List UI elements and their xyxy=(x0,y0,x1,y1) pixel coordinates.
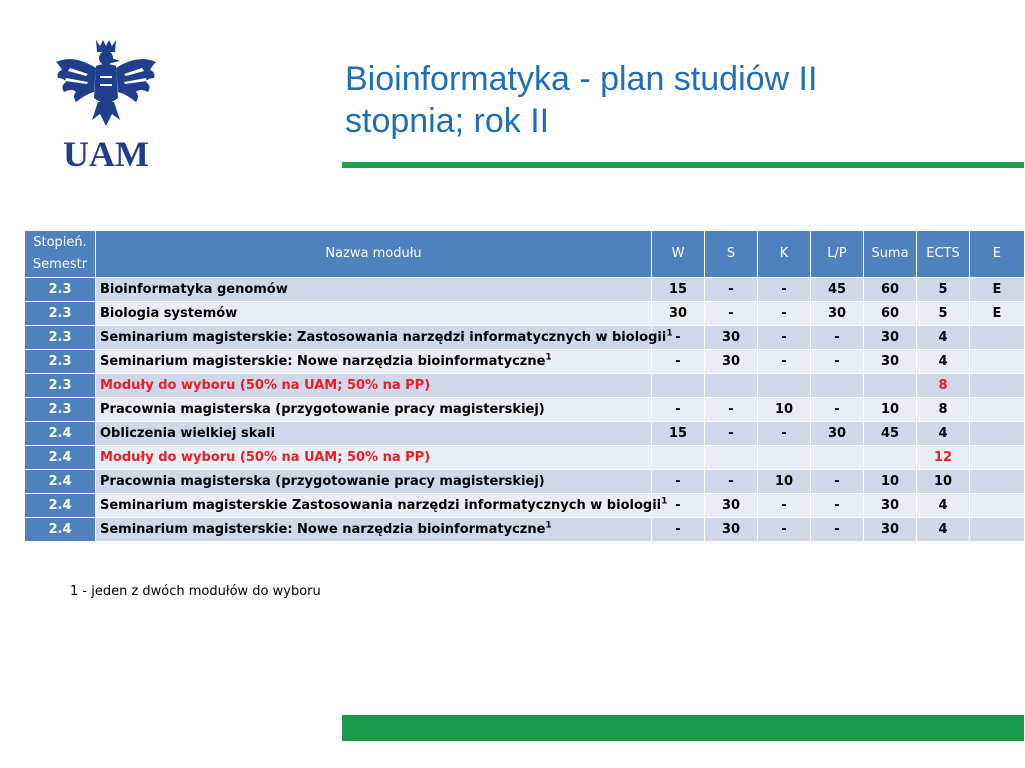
cell-stage-semester-text: 2.4 xyxy=(48,426,72,441)
cell-sum xyxy=(864,278,917,302)
cell-sum xyxy=(864,470,917,494)
page-title-line2: stopnia; rok II xyxy=(345,102,550,140)
table-body xyxy=(25,278,1025,542)
cell-w xyxy=(652,470,705,494)
cell-s xyxy=(705,278,758,302)
cell-s xyxy=(705,326,758,350)
table-row xyxy=(25,374,1025,398)
cell-w xyxy=(652,398,705,422)
header-module-name: Nazwa modułu xyxy=(96,231,652,278)
cell-ects-text: 4 xyxy=(938,522,948,537)
header-e: E xyxy=(970,231,1025,278)
page-title-line1: Bioinformatyka - plan studiów II xyxy=(345,60,818,98)
cell-s xyxy=(705,302,758,326)
cell-w-text: 30 xyxy=(668,306,688,321)
cell-w xyxy=(652,446,705,470)
cell-stage-semester-text: 2.4 xyxy=(48,474,72,489)
cell-ects-text: 5 xyxy=(938,306,948,321)
cell-k xyxy=(758,398,811,422)
cell-module-name xyxy=(96,326,673,350)
cell-ects-text: 8 xyxy=(938,378,948,393)
cell-e-text: E xyxy=(992,282,1002,297)
cell-stage-semester-text: 2.3 xyxy=(48,282,72,297)
table-row xyxy=(25,350,1025,374)
cell-lp-text: 30 xyxy=(827,426,847,441)
cell-w-text: - xyxy=(675,354,681,369)
eagle-emblem-icon xyxy=(50,36,162,172)
cell-ects xyxy=(917,350,970,374)
cell-w-text: - xyxy=(675,330,681,345)
cell-ects xyxy=(917,302,970,326)
cell-stage-semester xyxy=(25,422,96,446)
cell-sum xyxy=(864,446,917,470)
cell-lp-text: 45 xyxy=(827,282,847,297)
cell-w xyxy=(652,302,705,326)
footnote-marker: 1 xyxy=(661,496,668,507)
cell-s-text: - xyxy=(728,402,734,417)
header-ects: ECTS xyxy=(917,231,970,278)
cell-module-name xyxy=(96,350,652,374)
cell-stage-semester-text: 2.3 xyxy=(48,306,72,321)
cell-w-text: - xyxy=(675,474,681,489)
cell-module-name-text: Biologia systemów xyxy=(100,306,238,321)
cell-lp-text: - xyxy=(834,522,840,537)
cell-w-text: - xyxy=(675,522,681,537)
cell-k xyxy=(758,494,811,518)
cell-stage-semester-text: 2.3 xyxy=(48,354,72,369)
cell-stage-semester-text: 2.4 xyxy=(48,522,72,537)
footnote: 1 - jeden z dwóch modułów do wyboru xyxy=(70,584,321,599)
cell-stage-semester-text: 2.4 xyxy=(48,498,72,513)
cell-sum-text: 45 xyxy=(880,426,900,441)
cell-module-name xyxy=(96,278,652,302)
table-row xyxy=(25,422,1025,446)
cell-stage-semester xyxy=(25,398,96,422)
cell-stage-semester-text: 2.3 xyxy=(48,378,72,393)
logo-text: UAM xyxy=(63,134,149,174)
cell-lp-text: - xyxy=(834,330,840,345)
cell-module-name-text: Obliczenia wielkiej skali xyxy=(100,426,276,441)
cell-sum xyxy=(864,422,917,446)
cell-stage-semester xyxy=(25,518,96,542)
cell-k-text: 10 xyxy=(774,402,794,417)
cell-ects xyxy=(917,422,970,446)
cell-k-text: - xyxy=(781,354,787,369)
cell-stage-semester-text: 2.4 xyxy=(48,450,72,465)
cell-sum xyxy=(864,326,917,350)
footnote-marker: 1 xyxy=(545,352,552,363)
cell-s xyxy=(705,494,758,518)
cell-sum-text: 30 xyxy=(880,330,900,345)
cell-stage-semester xyxy=(25,446,96,470)
cell-k-text: - xyxy=(781,498,787,513)
cell-w xyxy=(652,278,705,302)
cell-k-text: - xyxy=(781,522,787,537)
cell-e xyxy=(970,518,1025,542)
cell-e xyxy=(970,422,1025,446)
cell-ects-text: 4 xyxy=(938,498,948,513)
cell-module-name-text: Bioinformatyka genomów xyxy=(100,282,288,297)
cell-stage-semester xyxy=(25,326,96,350)
cell-sum-text: 30 xyxy=(880,498,900,513)
cell-k xyxy=(758,326,811,350)
cell-e xyxy=(970,446,1025,470)
cell-e-text: E xyxy=(992,306,1002,321)
cell-sum xyxy=(864,350,917,374)
cell-s-text: 30 xyxy=(721,330,741,345)
cell-module-name-text: Seminarium magisterskie: Nowe narzędzia bioinformatyczne xyxy=(100,354,546,369)
cell-s xyxy=(705,350,758,374)
cell-w-text: - xyxy=(675,402,681,417)
cell-s xyxy=(705,398,758,422)
cell-w xyxy=(652,518,705,542)
cell-s-text: 30 xyxy=(721,354,741,369)
cell-lp xyxy=(811,302,864,326)
cell-s-text: - xyxy=(728,426,734,441)
cell-lp-text: - xyxy=(834,498,840,513)
cell-k xyxy=(758,374,811,398)
cell-module-name xyxy=(96,470,652,494)
cell-e xyxy=(970,470,1025,494)
cell-k-text: - xyxy=(781,282,787,297)
uam-logo xyxy=(50,36,162,172)
cell-e xyxy=(970,326,1025,350)
cell-ects xyxy=(917,278,970,302)
cell-k xyxy=(758,350,811,374)
cell-s-text: 30 xyxy=(721,522,741,537)
cell-k-text: - xyxy=(781,426,787,441)
cell-k-text: - xyxy=(781,306,787,321)
cell-sum-text: 60 xyxy=(880,282,900,297)
cell-sum xyxy=(864,494,917,518)
cell-e xyxy=(970,374,1025,398)
cell-k xyxy=(758,518,811,542)
table-row xyxy=(25,446,1025,470)
cell-module-name-text: Seminarium magisterskie Zastosowania narzędzi informatycznych w biologii xyxy=(100,498,662,513)
header-stage-semester xyxy=(25,231,96,278)
cell-s-text: - xyxy=(728,474,734,489)
table-header-row xyxy=(25,231,1025,278)
cell-k-text: 10 xyxy=(774,474,794,489)
header-k: K xyxy=(758,231,811,278)
cell-module-name xyxy=(96,446,652,470)
cell-module-name-text: Pracownia magisterska (przygotowanie pracy magisterskiej) xyxy=(100,402,545,417)
cell-sum-text: 30 xyxy=(880,522,900,537)
cell-stage-semester-text: 2.3 xyxy=(48,402,72,417)
cell-lp xyxy=(811,326,864,350)
cell-module-name xyxy=(96,398,652,422)
cell-stage-semester xyxy=(25,494,96,518)
cell-sum-text: 10 xyxy=(880,474,900,489)
table-row xyxy=(25,398,1025,422)
cell-module-name xyxy=(96,494,668,518)
cell-sum xyxy=(864,518,917,542)
cell-e xyxy=(970,278,1025,302)
cell-sum-text: 60 xyxy=(880,306,900,321)
table-row xyxy=(25,470,1025,494)
cell-s-text: - xyxy=(728,306,734,321)
cell-ects-text: 8 xyxy=(938,402,948,417)
header-semester: Semestr xyxy=(32,257,88,272)
cell-lp-text: 30 xyxy=(827,306,847,321)
cell-lp xyxy=(811,398,864,422)
cell-module-name xyxy=(96,374,652,398)
cell-s-text: - xyxy=(728,282,734,297)
cell-module-name-text: Seminarium magisterskie: Zastosowania narzędzi informatycznych w biologii xyxy=(100,330,667,345)
cell-ects-text: 5 xyxy=(938,282,948,297)
cell-module-name-text: Moduły do wyboru (50% na UAM; 50% na PP) xyxy=(100,450,431,465)
cell-e xyxy=(970,494,1025,518)
table-row xyxy=(25,494,1025,518)
cell-module-name xyxy=(96,302,652,326)
header-sum: Suma xyxy=(864,231,917,278)
header-lp: L/P xyxy=(811,231,864,278)
table-row xyxy=(25,326,1025,350)
table-row xyxy=(25,278,1025,302)
table-row xyxy=(25,302,1025,326)
cell-lp xyxy=(811,446,864,470)
cell-lp xyxy=(811,278,864,302)
cell-ects xyxy=(917,374,970,398)
cell-sum xyxy=(864,374,917,398)
cell-w xyxy=(652,422,705,446)
bottom-accent-bar xyxy=(342,715,1024,741)
cell-lp xyxy=(811,470,864,494)
cell-k xyxy=(758,302,811,326)
cell-ects-text: 4 xyxy=(938,426,948,441)
cell-stage-semester-text: 2.3 xyxy=(48,330,72,345)
cell-ects xyxy=(917,398,970,422)
cell-lp xyxy=(811,350,864,374)
cell-module-name-text: Moduły do wyboru (50% na UAM; 50% na PP) xyxy=(100,378,431,393)
cell-w-text: 15 xyxy=(668,282,688,297)
cell-w xyxy=(652,374,705,398)
cell-module-name-text: Pracownia magisterska (przygotowanie pracy magisterskiej) xyxy=(100,474,545,489)
top-accent-bar xyxy=(342,162,1024,168)
cell-stage-semester xyxy=(25,302,96,326)
cell-s xyxy=(705,374,758,398)
cell-ects xyxy=(917,494,970,518)
cell-ects-text: 4 xyxy=(938,330,948,345)
cell-e xyxy=(970,302,1025,326)
page-title xyxy=(345,58,985,142)
cell-k xyxy=(758,278,811,302)
footnote-marker: 1 xyxy=(666,328,673,339)
cell-lp xyxy=(811,518,864,542)
cell-lp xyxy=(811,494,864,518)
study-plan-table xyxy=(24,230,1025,542)
cell-k xyxy=(758,446,811,470)
cell-ects-text: 10 xyxy=(933,474,953,489)
cell-s xyxy=(705,518,758,542)
cell-k xyxy=(758,470,811,494)
cell-ects xyxy=(917,446,970,470)
cell-e xyxy=(970,398,1025,422)
cell-lp-text: - xyxy=(834,354,840,369)
cell-w-text: - xyxy=(675,498,681,513)
cell-k-text: - xyxy=(781,330,787,345)
cell-lp-text: - xyxy=(834,402,840,417)
cell-w-text: 15 xyxy=(668,426,688,441)
cell-stage-semester xyxy=(25,278,96,302)
cell-ects-text: 12 xyxy=(933,450,953,465)
cell-module-name xyxy=(96,518,652,542)
header-stage: Stopień. xyxy=(33,235,87,250)
cell-w xyxy=(652,350,705,374)
cell-s xyxy=(705,446,758,470)
footnote-marker: 1 xyxy=(545,520,552,531)
cell-module-name-text: Seminarium magisterskie: Nowe narzędzia bioinformatyczne xyxy=(100,522,546,537)
cell-s xyxy=(705,422,758,446)
cell-s-text: 30 xyxy=(721,498,741,513)
cell-ects xyxy=(917,326,970,350)
cell-s xyxy=(705,470,758,494)
cell-sum-text: 30 xyxy=(880,354,900,369)
cell-lp xyxy=(811,422,864,446)
cell-sum xyxy=(864,302,917,326)
cell-ects xyxy=(917,470,970,494)
cell-stage-semester xyxy=(25,350,96,374)
cell-e xyxy=(970,350,1025,374)
cell-module-name xyxy=(96,422,652,446)
cell-sum xyxy=(864,398,917,422)
cell-ects xyxy=(917,518,970,542)
cell-stage-semester xyxy=(25,470,96,494)
cell-ects-text: 4 xyxy=(938,354,948,369)
header-w: W xyxy=(652,231,705,278)
table-row xyxy=(25,518,1025,542)
cell-stage-semester xyxy=(25,374,96,398)
cell-sum-text: 10 xyxy=(880,402,900,417)
cell-k xyxy=(758,422,811,446)
header-s: S xyxy=(705,231,758,278)
cell-lp xyxy=(811,374,864,398)
cell-lp-text: - xyxy=(834,474,840,489)
